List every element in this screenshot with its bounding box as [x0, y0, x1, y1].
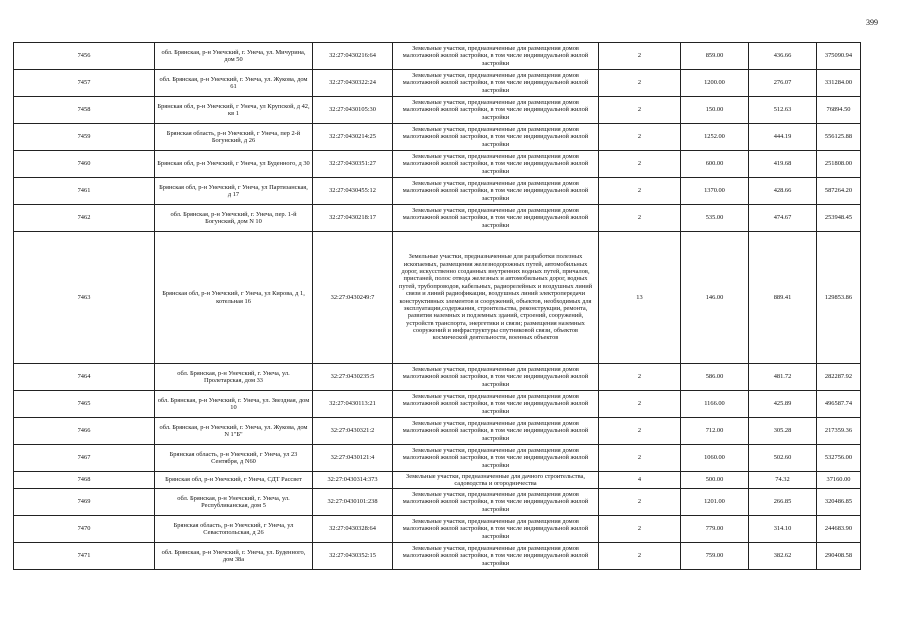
table-row — [14, 97, 861, 124]
table-row — [14, 151, 861, 178]
land-category-cell: Земельные участки, предназначенные для размещения домов малоэтажной жилой застройки, в том числе индивидуальной жилой застройки — [393, 151, 599, 178]
address-cell: обл. Брянская, р-н Унечский, г. Унеча, ул. Мичурина, дом 50 — [155, 43, 313, 70]
cadastral-value-cell: 496587.74 — [817, 391, 861, 418]
group-cell: 2 — [599, 489, 681, 516]
address-cell: Брянская обл, р-н Унечский, г Унеча, ул Партизанская, д 17 — [155, 178, 313, 205]
row-number-cell: 7459 — [14, 124, 155, 151]
cadastral-number-cell: 32:27:0430216:64 — [313, 43, 393, 70]
row-number-cell: 7468 — [14, 472, 155, 489]
table-row — [14, 205, 861, 232]
table-row — [14, 391, 861, 418]
row-number-cell: 7467 — [14, 445, 155, 472]
specific-value-cell: 276.07 — [749, 70, 817, 97]
area-cell: 586.00 — [681, 364, 749, 391]
cadastral-number-cell: 32:27:0430105:30 — [313, 97, 393, 124]
table-row — [14, 543, 861, 570]
group-cell: 4 — [599, 472, 681, 489]
address-cell: обл. Брянская, р-н Унечский, г. Унеча, ул. Буденного, дом 38а — [155, 543, 313, 570]
specific-value-cell: 889.41 — [749, 232, 817, 364]
cadastral-number-cell: 32:27:0430352:15 — [313, 543, 393, 570]
cadastral-number-cell: 32:27:0430328:64 — [313, 516, 393, 543]
address-cell: обл. Брянская, р-н Унечский, г. Унеча, ул. Республиканская, дом 5 — [155, 489, 313, 516]
cadastral-value-cell: 282287.92 — [817, 364, 861, 391]
row-number-cell: 7461 — [14, 178, 155, 205]
cadastral-number-cell: 32:27:0430322:24 — [313, 70, 393, 97]
land-category-cell: Земельные участки, предназначенные для размещения домов малоэтажной жилой застройки, в том числе индивидуальной жилой застройки — [393, 124, 599, 151]
cadastral-value-cell: 253948.45 — [817, 205, 861, 232]
group-cell: 2 — [599, 151, 681, 178]
area-cell: 1060.00 — [681, 445, 749, 472]
row-number-cell: 7471 — [14, 543, 155, 570]
specific-value-cell: 512.63 — [749, 97, 817, 124]
table-row — [14, 124, 861, 151]
page-number: 399 — [866, 18, 878, 27]
cadastral-value-cell: 290408.58 — [817, 543, 861, 570]
cadastral-value-cell: 587264.20 — [817, 178, 861, 205]
table-row — [14, 364, 861, 391]
row-number-cell: 7466 — [14, 418, 155, 445]
area-cell: 1166.00 — [681, 391, 749, 418]
row-number-cell: 7458 — [14, 97, 155, 124]
specific-value-cell: 74.32 — [749, 472, 817, 489]
area-cell: 600.00 — [681, 151, 749, 178]
address-cell: Брянская область, р-н Унечский, г Унеча, пер 2-й Богунский, д 26 — [155, 124, 313, 151]
table-row — [14, 489, 861, 516]
group-cell: 2 — [599, 445, 681, 472]
area-cell: 535.00 — [681, 205, 749, 232]
table-row — [14, 178, 861, 205]
area-cell: 1370.00 — [681, 178, 749, 205]
table-body — [14, 43, 861, 570]
address-cell: обл. Брянская, р-н Унечский, г. Унеча, пер. 1-й Богунский, дом N 10 — [155, 205, 313, 232]
cadastral-value-cell: 251808.00 — [817, 151, 861, 178]
cadastral-value-cell: 331284.00 — [817, 70, 861, 97]
cadastral-value-cell: 556125.88 — [817, 124, 861, 151]
area-cell: 150.00 — [681, 97, 749, 124]
cadastral-number-cell: 32:27:0430113:21 — [313, 391, 393, 418]
specific-value-cell: 481.72 — [749, 364, 817, 391]
cadastral-number-cell: 32:27:0430101:238 — [313, 489, 393, 516]
group-cell: 2 — [599, 543, 681, 570]
address-cell: Брянская обл, р-н Унечский, г Унеча, ул Буденного, д 30 — [155, 151, 313, 178]
row-number-cell: 7460 — [14, 151, 155, 178]
land-category-cell: Земельные участки, предназначенные для размещения домов малоэтажной жилой застройки, в том числе индивидуальной жилой застройки — [393, 205, 599, 232]
address-cell: обл. Брянская, р-н Унечский, г. Унеча, ул. Пролетарская, дом 33 — [155, 364, 313, 391]
cadastral-value-table — [13, 42, 861, 570]
table-row — [14, 516, 861, 543]
group-cell: 2 — [599, 178, 681, 205]
table-row — [14, 70, 861, 97]
land-category-cell: Земельные участки, предназначенные для разработки полезных ископаемых, размещения железнодорожных путей, автомобильных дорог, искусственно созданных внутренних водных путей, причалов, пристаней, полос отвода железных и автомобильных дорог, водных путей, трубопроводов, кабельных, радиорелейных и воздушных линий связи и линий радиофикации, воздушных линий электропередачи конструктивных элементов и сооружений, объектов, необходимых для эксплуатации,содержания, строительства, реконструкции, ремонта, развития наземных и подземных зданий, строений, сооружений, устройств транспорта, энергетики и связи; размещения наземных сооружений и инфраструктуры спутниковой связи, объектов космической деятельности, военных объектов — [393, 232, 599, 364]
cadastral-value-cell: 532756.00 — [817, 445, 861, 472]
table-row — [14, 232, 861, 364]
cadastral-number-cell: 32:27:0430214:25 — [313, 124, 393, 151]
specific-value-cell: 428.66 — [749, 178, 817, 205]
specific-value-cell: 419.68 — [749, 151, 817, 178]
cadastral-number-cell: 32:27:0430121:4 — [313, 445, 393, 472]
area-cell: 1200.00 — [681, 70, 749, 97]
cadastral-number-cell: 32:27:0430351:27 — [313, 151, 393, 178]
address-cell: обл. Брянская, р-н Унечский, г. Унеча, ул. Жукова, дом N 1"Б" — [155, 418, 313, 445]
row-number-cell: 7464 — [14, 364, 155, 391]
cadastral-number-cell: 32:27:0430321:2 — [313, 418, 393, 445]
row-number-cell: 7463 — [14, 232, 155, 364]
address-cell: Брянская обл, р-н Унечский, г Унеча, ул Кирова, д 1, котельная 16 — [155, 232, 313, 364]
cadastral-value-cell: 129853.86 — [817, 232, 861, 364]
area-cell: 146.00 — [681, 232, 749, 364]
land-category-cell: Земельные участки, предназначенные для размещения домов малоэтажной жилой застройки, в том числе индивидуальной жилой застройки — [393, 391, 599, 418]
area-cell: 859.00 — [681, 43, 749, 70]
group-cell: 2 — [599, 205, 681, 232]
specific-value-cell: 305.28 — [749, 418, 817, 445]
cadastral-number-cell: 32:27:0430218:17 — [313, 205, 393, 232]
group-cell: 2 — [599, 418, 681, 445]
specific-value-cell: 314.10 — [749, 516, 817, 543]
cadastral-number-cell: 32:27:0430314:373 — [313, 472, 393, 489]
row-number-cell: 7470 — [14, 516, 155, 543]
group-cell: 2 — [599, 97, 681, 124]
area-cell: 759.00 — [681, 543, 749, 570]
specific-value-cell: 502.60 — [749, 445, 817, 472]
table-row — [14, 43, 861, 70]
group-cell: 2 — [599, 43, 681, 70]
specific-value-cell: 425.89 — [749, 391, 817, 418]
area-cell: 1201.00 — [681, 489, 749, 516]
land-category-cell: Земельные участки, предназначенные для дачного строительства, садоводства и огородничества — [393, 472, 599, 489]
cadastral-value-cell: 320486.85 — [817, 489, 861, 516]
cadastral-value-cell: 375090.94 — [817, 43, 861, 70]
cadastral-value-cell: 37160.00 — [817, 472, 861, 489]
cadastral-value-cell: 217359.36 — [817, 418, 861, 445]
table-row — [14, 472, 861, 489]
address-cell: Брянская область, р-н Унечский, г Унеча, ул Севастопольская, д 26 — [155, 516, 313, 543]
area-cell: 1252.00 — [681, 124, 749, 151]
group-cell: 2 — [599, 364, 681, 391]
land-category-cell: Земельные участки, предназначенные для размещения домов малоэтажной жилой застройки, в том числе индивидуальной жилой застройки — [393, 418, 599, 445]
land-category-cell: Земельные участки, предназначенные для размещения домов малоэтажной жилой застройки, в том числе индивидуальной жилой застройки — [393, 97, 599, 124]
group-cell: 2 — [599, 391, 681, 418]
land-category-cell: Земельные участки, предназначенные для размещения домов малоэтажной жилой застройки, в том числе индивидуальной жилой застройки — [393, 43, 599, 70]
land-category-cell: Земельные участки, предназначенные для размещения домов малоэтажной жилой застройки, в том числе индивидуальной жилой застройки — [393, 516, 599, 543]
area-cell: 712.00 — [681, 418, 749, 445]
cadastral-number-cell: 32:27:0430235:5 — [313, 364, 393, 391]
group-cell: 13 — [599, 232, 681, 364]
address-cell: Брянская область, р-н Унечский, г Унеча, ул 23 Сентября, д N60 — [155, 445, 313, 472]
group-cell: 2 — [599, 124, 681, 151]
land-category-cell: Земельные участки, предназначенные для размещения домов малоэтажной жилой застройки, в том числе индивидуальной жилой застройки — [393, 489, 599, 516]
specific-value-cell: 436.66 — [749, 43, 817, 70]
land-category-cell: Земельные участки, предназначенные для размещения домов малоэтажной жилой застройки, в том числе индивидуальной жилой застройки — [393, 178, 599, 205]
group-cell: 2 — [599, 70, 681, 97]
area-cell: 779.00 — [681, 516, 749, 543]
address-cell: Брянская обл, р-н Унечский, г Унеча, ул Крупской, д 42, кв 1 — [155, 97, 313, 124]
land-category-cell: Земельные участки, предназначенные для размещения домов малоэтажной жилой застройки, в том числе индивидуальной жилой застройки — [393, 364, 599, 391]
address-cell: обл. Брянская, р-н Унечский, г. Унеча, ул. Жукова, дом 61 — [155, 70, 313, 97]
row-number-cell: 7462 — [14, 205, 155, 232]
row-number-cell: 7456 — [14, 43, 155, 70]
row-number-cell: 7457 — [14, 70, 155, 97]
cadastral-value-cell: 244683.90 — [817, 516, 861, 543]
area-cell: 500.00 — [681, 472, 749, 489]
cadastral-value-cell: 76894.50 — [817, 97, 861, 124]
cadastral-number-cell: 32:27:0430455:12 — [313, 178, 393, 205]
group-cell: 2 — [599, 516, 681, 543]
land-category-cell: Земельные участки, предназначенные для размещения домов малоэтажной жилой застройки, в том числе индивидуальной жилой застройки — [393, 70, 599, 97]
specific-value-cell: 266.85 — [749, 489, 817, 516]
land-category-cell: Земельные участки, предназначенные для размещения домов малоэтажной жилой застройки, в том числе индивидуальной жилой застройки — [393, 543, 599, 570]
specific-value-cell: 474.67 — [749, 205, 817, 232]
specific-value-cell: 382.62 — [749, 543, 817, 570]
specific-value-cell: 444.19 — [749, 124, 817, 151]
row-number-cell: 7469 — [14, 489, 155, 516]
table-row — [14, 418, 861, 445]
address-cell: Брянская обл, р-н Унечский, г Унеча, СДТ Рассвет — [155, 472, 313, 489]
address-cell: обл. Брянская, р-н Унечский, г. Унеча, ул. Звездная, дом 10 — [155, 391, 313, 418]
row-number-cell: 7465 — [14, 391, 155, 418]
table-row — [14, 445, 861, 472]
land-category-cell: Земельные участки, предназначенные для размещения домов малоэтажной жилой застройки, в том числе индивидуальной жилой застройки — [393, 445, 599, 472]
cadastral-number-cell: 32:27:0430249:7 — [313, 232, 393, 364]
